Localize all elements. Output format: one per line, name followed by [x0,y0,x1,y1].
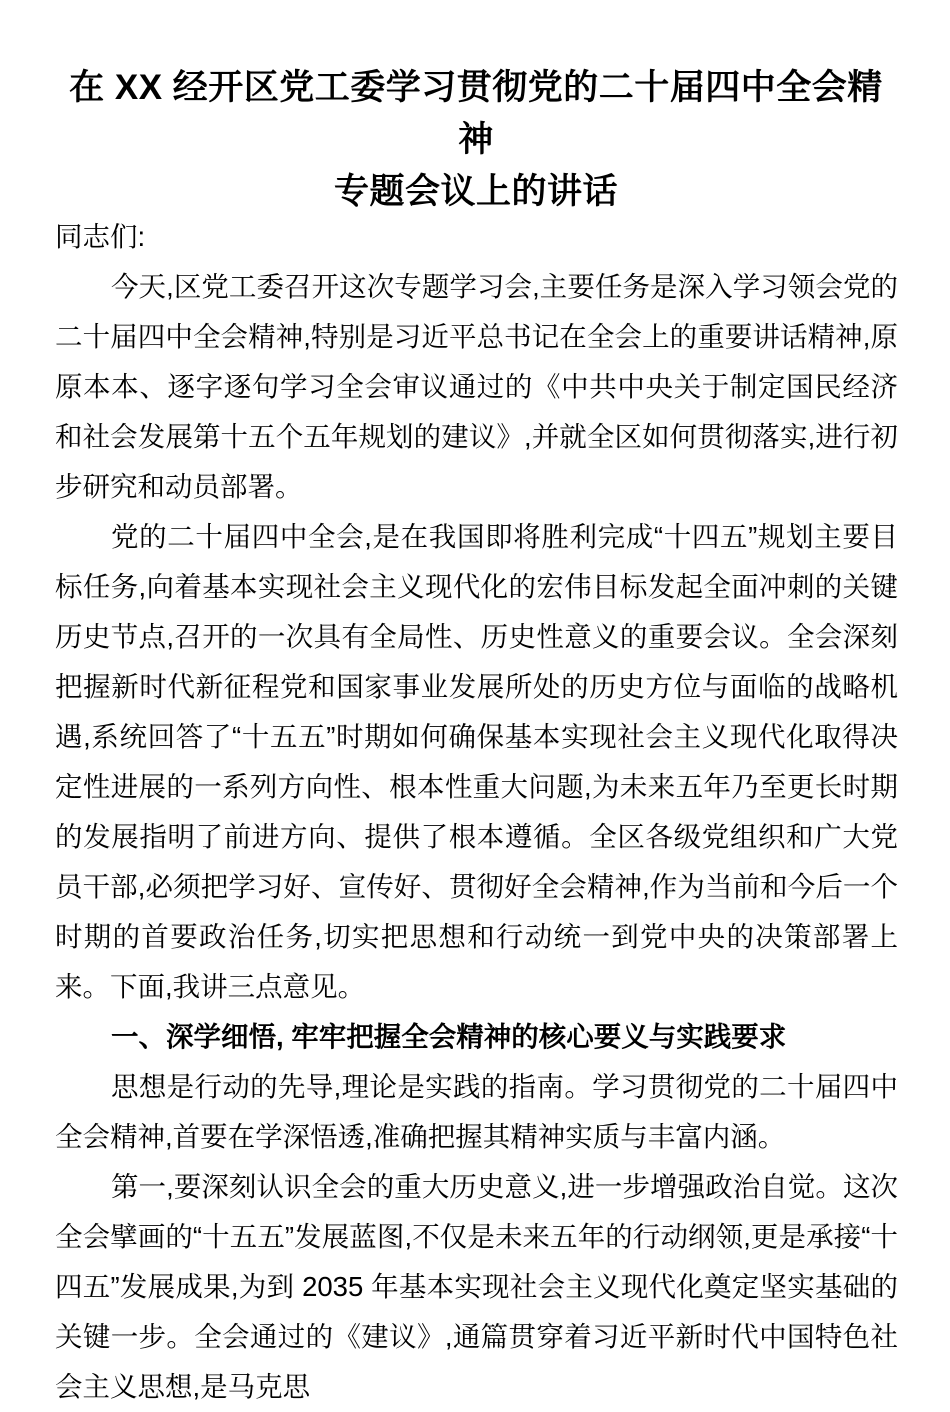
body-paragraph-3: 思想是行动的先导,理论是实践的指南。学习贯彻党的二十届四中全会精神,首要在学深悟透,准确把握其精神实质与丰富内涵。 [55,1071,898,1152]
body-paragraph-2: 党的二十届四中全会,是在我国即将胜利完成“十四五”规划主要目标任务,向着基本实现社会主义现代化的宏伟目标发起全面冲刺的关键历史节点,召开的一次具有全局性、历史性意义的重要会议。全会深刻把握新时代新征程党和国家事业发展所处的历史方位与面临的战略机遇,系统回答了“十五五”时期如何确保基本实现社会主义现代化取得决定性进展的一系列方向性、根本性重大问题,为未来五年乃至更长时期的发展指明了前进方向、提供了根本遵循。全区各级党组织和广大党员干部,必须把学习好、宣传好、贯彻好全会精神,作为当前和今后一个时期的首要政治任务,切实把思想和行动统一到党中央的决策部署上来。下面,我讲三点意见。 [55,521,899,1002]
body-paragraph-4: 第一,要深刻认识全会的重大历史意义,进一步增强政治自觉。这次全会擘画的“十五五”发展蓝图,不仅是未来五年的行动纲领,更是承接“十四五”发展成果,为到 2035 年基本实现社会主义现代化奠定坚实基础的关键一步。全会通过的《建议》,通篇贯穿着习近平新时代中国特色社会主义思想,是马克思 [55,1171,898,1402]
body-paragraph-1: 今天,区党工委召开这次专题学习会,主要任务是深入学习领会党的二十届四中全会精神,特别是习近平总书记在全会上的重要讲话精神,原原本本、逐字逐句学习全会审议通过的《中共中央关于制定国民经济和社会发展第十五个五年规划的建议》,并就全区如何贯彻落实,进行初步研究和动员部署。 [55,271,898,502]
document-title [55,62,897,218]
document-title-line-2: 专题会议上的讲话 [333,172,618,211]
document-title-line-1: 在 XX 经开区党工委学习贯彻党的二十届四中全会精神 [69,68,883,159]
section-heading-1: 一、深学细悟, 牢牢把握全会精神的核心要义与实践要求 [111,1021,787,1052]
document-body [55,212,898,1412]
salutation-line: 同志们: [55,221,146,252]
